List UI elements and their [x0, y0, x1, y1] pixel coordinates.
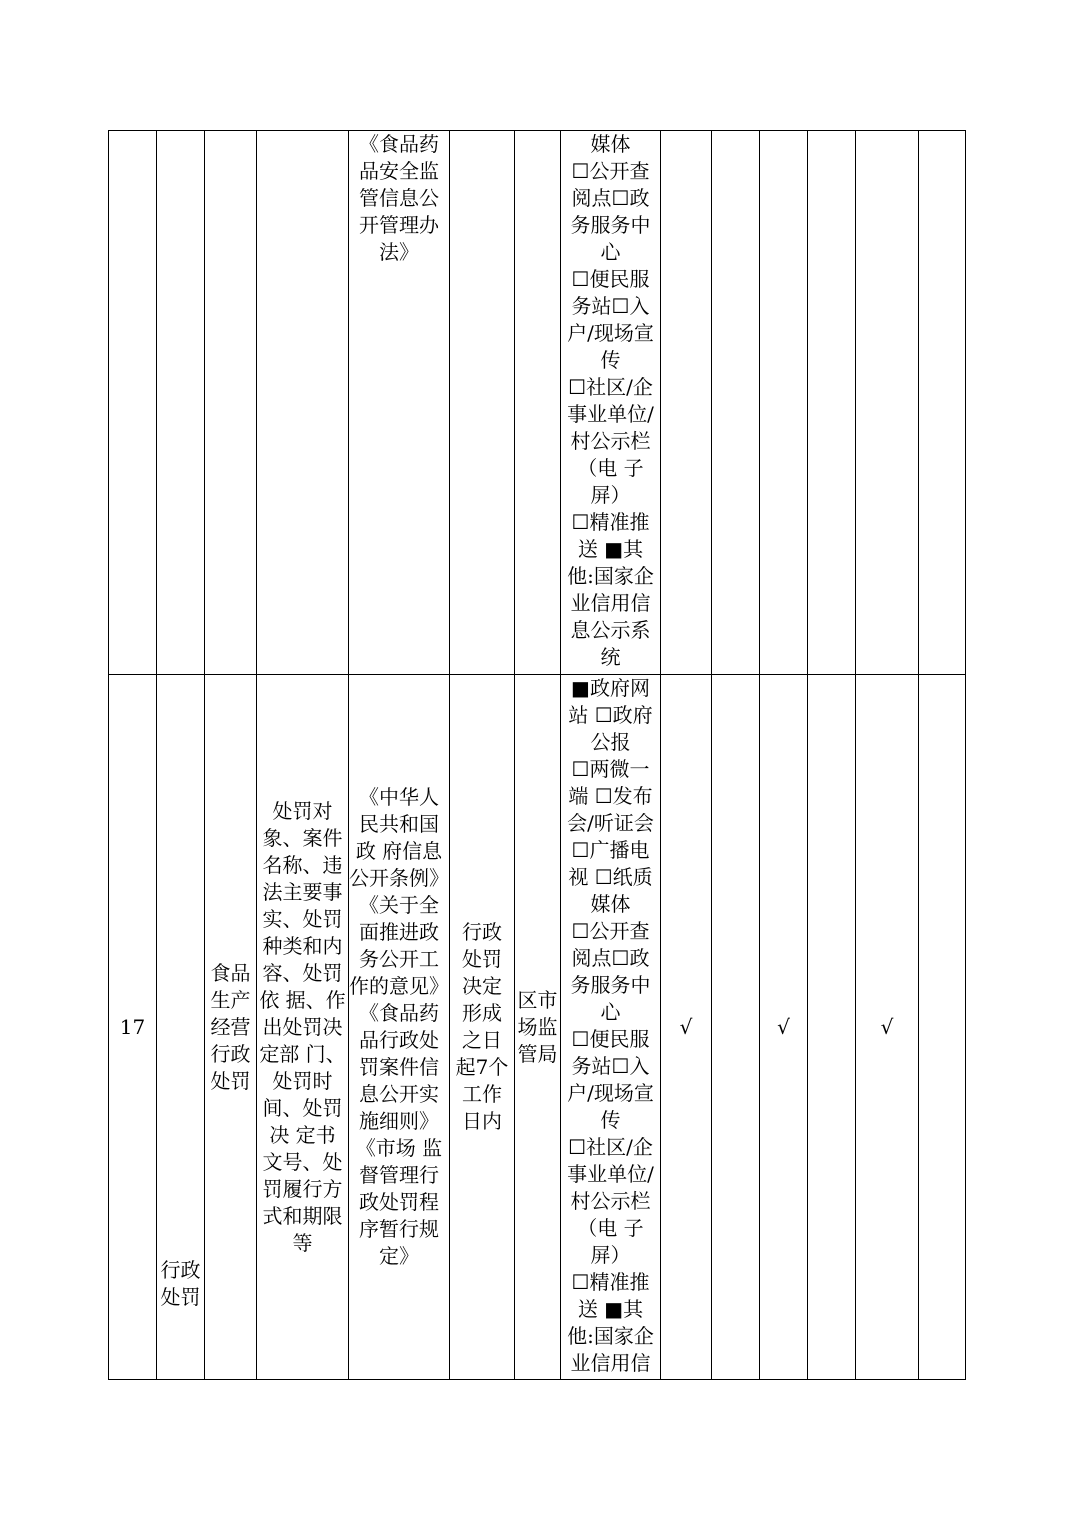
channel-line: ☐精准推	[571, 1270, 650, 1294]
basis-cell	[349, 675, 450, 1380]
channel-line: 媒体	[590, 132, 631, 156]
channel-line: 送 ■其	[577, 1297, 644, 1321]
channel-line: 村公示栏	[570, 1189, 651, 1213]
channel-line: 务站☐入	[571, 1054, 650, 1078]
channel-line: 务服务中	[570, 973, 651, 997]
time-limit-line: 日内	[462, 1109, 502, 1133]
item-line: 生产	[210, 987, 251, 1012]
subject-line: 管局	[517, 1041, 558, 1066]
channel-line: 端 ☐发布	[568, 784, 653, 808]
item-line: 行政	[210, 1041, 251, 1066]
basis-cell	[349, 131, 450, 675]
channel-line: 会/听证会	[567, 811, 654, 835]
channel-line: 户/现场宣	[567, 1081, 654, 1105]
channel-line: ☐精准推	[571, 510, 650, 534]
seq-cell	[109, 131, 157, 675]
content-line: 种类和内	[262, 933, 343, 958]
channel-line: 屏）	[590, 483, 631, 507]
item-cell	[205, 675, 257, 1380]
basis-line: 施细则》	[359, 1109, 439, 1133]
content-line: 式和期限	[262, 1203, 343, 1228]
channel-line: 他:国家企	[567, 564, 654, 588]
disclosure-table	[108, 130, 966, 1380]
content-line: 处罚对	[272, 798, 333, 823]
basis-line: 定》	[379, 1244, 419, 1268]
basis-line: 法》	[379, 240, 419, 264]
basis-line: 管信息公	[359, 186, 439, 210]
subject-cell	[515, 131, 561, 675]
content-line: 间、处罚	[262, 1095, 343, 1120]
mark-cell	[856, 131, 919, 675]
channel-line: 心	[600, 1000, 621, 1024]
subject-line: 场监	[517, 1014, 558, 1039]
basis-line: 《食品药	[359, 1001, 439, 1025]
channel-line: 阅点☐政	[571, 946, 650, 970]
content-cell	[257, 131, 349, 675]
content-line: 决 定书	[269, 1122, 336, 1147]
subject-line: 区市	[517, 987, 558, 1012]
content-line: 依 据、作	[259, 987, 346, 1012]
basis-line: 政处罚程	[359, 1190, 439, 1214]
time-limit-cell	[450, 131, 515, 675]
channel-line: ☐社区/企	[568, 375, 653, 399]
seq-cell: 17	[109, 675, 157, 1380]
basis-line: 务公开工	[359, 947, 439, 971]
channel-line: 阅点☐政	[571, 186, 650, 210]
basis-line: 作的意见》	[349, 974, 449, 998]
basis-line: 民共和国	[359, 812, 439, 836]
item-line: 处罚	[210, 1068, 251, 1093]
category-cell	[157, 675, 205, 1380]
category-line: 处罚	[160, 1285, 201, 1309]
content-line: 文号、处	[262, 1149, 343, 1174]
basis-line: 《食品药	[359, 132, 439, 156]
content-line: 罚履行方	[262, 1176, 343, 1201]
time-limit-line: 起7个	[455, 1055, 509, 1079]
channel-line: 媒体	[590, 892, 631, 916]
basis-line: 督管理行	[359, 1163, 439, 1187]
basis-line: 政 府信息	[355, 839, 443, 863]
check-mark: √	[856, 675, 919, 1380]
mark-cell	[760, 131, 808, 675]
basis-line: 《市场 监	[355, 1136, 443, 1160]
channel-line: 传	[600, 1108, 621, 1132]
channel-line: 送 ■其	[577, 537, 644, 561]
content-cell	[257, 675, 349, 1380]
basis-line: 《中华人	[359, 785, 439, 809]
mark-cell	[919, 131, 966, 675]
channel-line: 业信用信	[570, 591, 651, 615]
content-line: 名称、违	[262, 852, 343, 877]
channel-line: ☐广播电	[571, 838, 650, 862]
item-line: 食品	[210, 960, 251, 985]
time-limit-line: 行政	[462, 920, 502, 944]
basis-line: 序暂行规	[359, 1217, 439, 1241]
channel-line: 事业单位/	[567, 402, 654, 426]
basis-line: 开管理办	[359, 213, 439, 237]
table-row	[109, 131, 966, 675]
channels-cell	[561, 131, 661, 675]
channel-line: ☐便民服	[571, 1027, 650, 1051]
mark-cell	[661, 131, 712, 675]
channel-line: ☐公开查	[571, 919, 650, 943]
mark-cell	[808, 675, 856, 1380]
time-limit-line: 工作	[462, 1082, 502, 1106]
content-line: 定部 门、	[259, 1041, 346, 1066]
channel-line: 公报	[590, 730, 631, 754]
basis-line: 面推进政	[359, 920, 439, 944]
content-line: 实、处罚	[262, 906, 343, 931]
time-limit-line: 形成	[462, 1001, 502, 1025]
content-line: 容、处罚	[262, 960, 343, 985]
channel-line: 户/现场宣	[567, 321, 654, 345]
content-line: 等	[292, 1230, 313, 1255]
channel-line: 站 ☐政府	[568, 703, 653, 727]
channel-line: ☐两微一	[571, 757, 650, 781]
category-cell	[157, 131, 205, 675]
channel-line: 视 ☐纸质	[568, 865, 653, 889]
item-cell	[205, 131, 257, 675]
category-line: 行政	[160, 1258, 201, 1282]
channel-line: 统	[600, 645, 621, 669]
channel-line: 务服务中	[570, 213, 651, 237]
channel-line: ■政府网	[571, 676, 650, 700]
content-line: 象、案件	[262, 825, 343, 850]
channel-line: ☐公开查	[571, 159, 650, 183]
table-row	[109, 675, 966, 1380]
basis-line: 罚案件信	[359, 1055, 439, 1079]
channel-line: 传	[600, 348, 621, 372]
channel-line: 屏）	[590, 1243, 631, 1267]
time-limit-cell	[450, 675, 515, 1380]
channel-line: 息公示系	[570, 618, 651, 642]
time-limit-line: 之日	[462, 1028, 502, 1052]
subject-cell	[515, 675, 561, 1380]
basis-line: 品安全监	[359, 159, 439, 183]
mark-cell	[919, 675, 966, 1380]
basis-line: 息公开实	[359, 1082, 439, 1106]
channel-line: ☐社区/企	[568, 1135, 653, 1159]
channel-line: 业信用信	[570, 1351, 651, 1375]
basis-line: 品行政处	[359, 1028, 439, 1052]
mark-cell	[808, 131, 856, 675]
content-line: 出处罚决	[262, 1014, 343, 1039]
channel-line: 村公示栏	[570, 429, 651, 453]
check-mark: √	[661, 675, 712, 1380]
content-line: 处罚时	[272, 1068, 333, 1093]
channel-line: 务站☐入	[571, 294, 650, 318]
channel-line: （电 子	[577, 456, 644, 480]
channel-line: 心	[600, 240, 621, 264]
channel-line: （电 子	[577, 1216, 644, 1240]
channel-line: 事业单位/	[567, 1162, 654, 1186]
basis-line: 《关于全	[359, 893, 439, 917]
content-line: 法主要事	[262, 879, 343, 904]
basis-line: 公开条例》	[349, 866, 449, 890]
mark-cell	[712, 675, 760, 1380]
channel-line: 他:国家企	[567, 1324, 654, 1348]
time-limit-line: 决定	[462, 974, 502, 998]
channels-cell	[561, 675, 661, 1380]
item-line: 经营	[210, 1014, 251, 1039]
mark-cell	[712, 131, 760, 675]
check-mark: √	[760, 675, 808, 1380]
channel-line: ☐便民服	[571, 267, 650, 291]
time-limit-line: 处罚	[462, 947, 502, 971]
